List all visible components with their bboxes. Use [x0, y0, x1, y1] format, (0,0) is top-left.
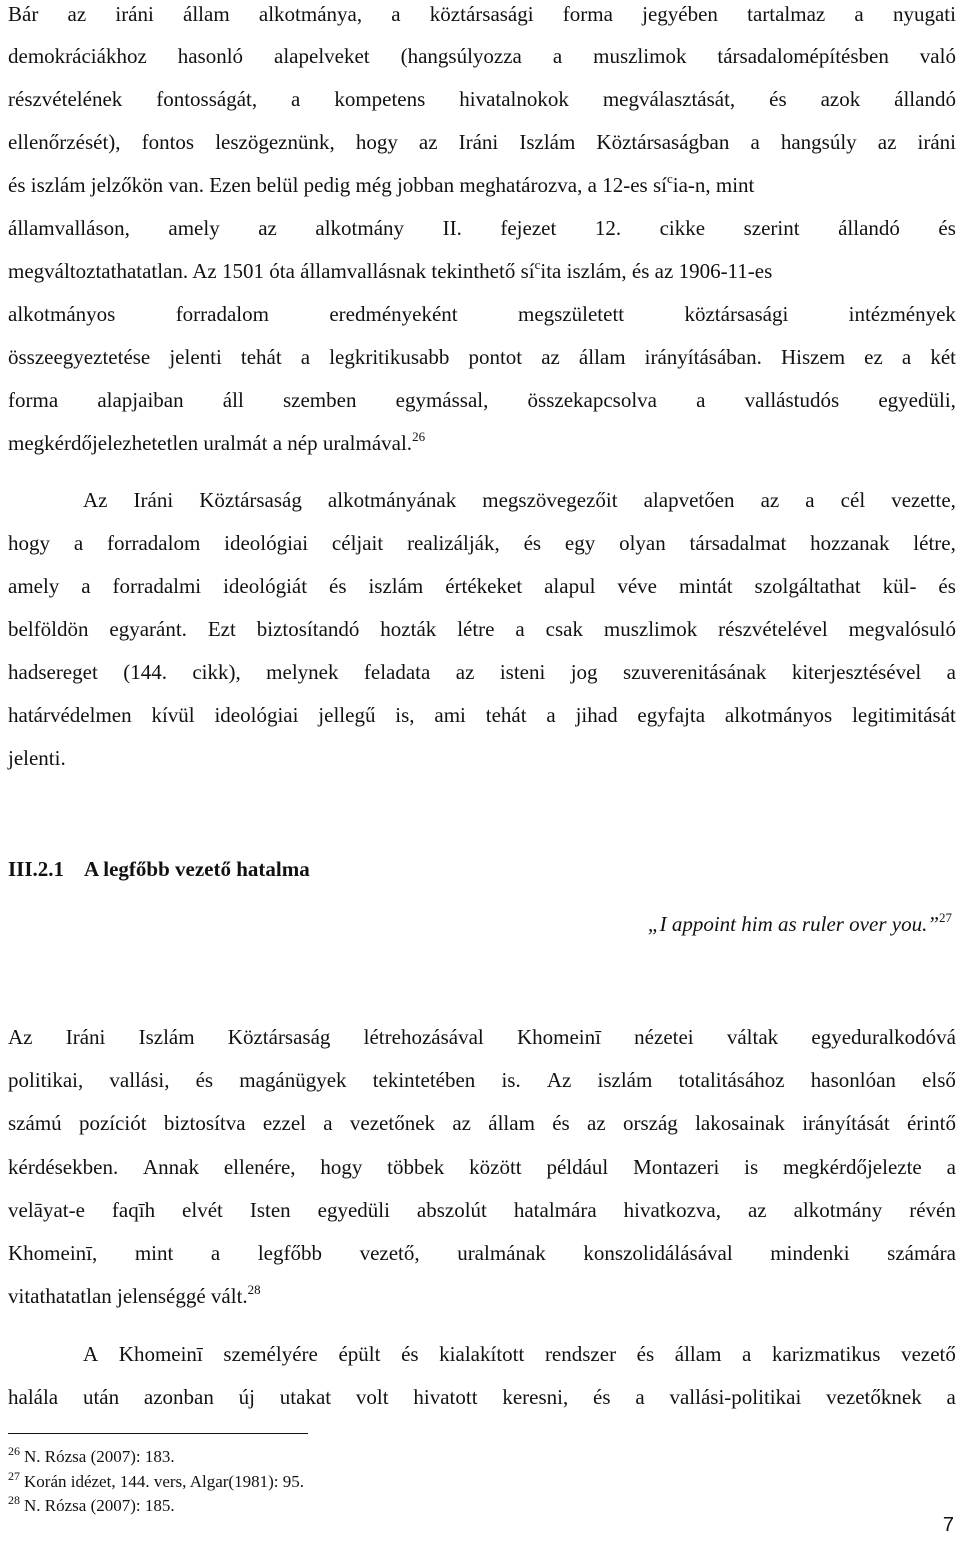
word: kompetens: [334, 87, 426, 111]
word: Bár: [8, 2, 39, 26]
word: alkotmányának: [327, 488, 457, 512]
word: és: [593, 1385, 611, 1409]
word: iszlám: [597, 1068, 653, 1092]
word: hozták: [380, 617, 437, 641]
word: jelenti: [169, 345, 222, 369]
word: vezette,: [891, 488, 956, 512]
word: alapelveket: [274, 44, 370, 68]
section-heading: [8, 857, 310, 882]
footnote-text: N. Rózsa (2007): 185.: [24, 1496, 175, 1515]
word: hasonló: [177, 44, 244, 68]
word: hogy: [355, 130, 398, 154]
text-segment: vitathatatlan jelenséggé vált.: [8, 1284, 248, 1308]
word: egyaránt.: [109, 617, 187, 641]
word: olyan: [619, 531, 666, 555]
word: Isten: [249, 1198, 291, 1222]
word: pontot: [468, 345, 523, 369]
word: az: [418, 130, 438, 154]
word: belföldön: [8, 617, 89, 641]
word: például: [546, 1155, 609, 1179]
word: a: [210, 1241, 221, 1265]
word: cikke: [659, 216, 706, 240]
word: leszögeznünk,: [215, 130, 335, 154]
footnote-26: [8, 1444, 175, 1467]
word: áll: [222, 388, 244, 412]
word: vallási,: [109, 1068, 170, 1092]
word: és: [401, 1342, 419, 1366]
word: hozzanak: [810, 531, 890, 555]
word: forma: [562, 2, 613, 26]
word: való: [919, 44, 956, 68]
word: politikai,: [8, 1068, 84, 1092]
word: jihad: [575, 703, 618, 727]
text-line: [8, 1241, 956, 1266]
text-line: [8, 130, 956, 155]
word: a: [854, 2, 864, 26]
word: számára: [887, 1241, 956, 1265]
word: és: [769, 87, 787, 111]
word: vezetőnek: [349, 1111, 436, 1135]
word: nézetei: [634, 1025, 694, 1049]
word: kívül: [151, 703, 195, 727]
word: a: [750, 130, 760, 154]
word: azok: [820, 87, 861, 111]
text-line: [8, 703, 956, 728]
word: ami: [434, 703, 466, 727]
word: kérdésekben.: [8, 1155, 119, 1179]
word: vezető,: [359, 1241, 420, 1265]
word: A: [83, 1342, 99, 1366]
word: alapul: [544, 574, 596, 598]
word: ez: [864, 345, 883, 369]
word: új: [238, 1385, 255, 1409]
word: biztosítandó: [256, 617, 360, 641]
word: biztosítva: [163, 1111, 246, 1135]
word: fontosságát,: [156, 87, 258, 111]
word: Khomeinī: [118, 1342, 203, 1366]
word: után: [82, 1385, 120, 1409]
word: fontos: [141, 130, 195, 154]
word: részvételével: [718, 617, 828, 641]
text-line: [8, 574, 956, 599]
word: állam: [578, 345, 626, 369]
word: alapvetően: [643, 488, 735, 512]
word: megszövegezőit: [482, 488, 618, 512]
word: hadsereget: [8, 660, 98, 684]
word: uralmának: [457, 1241, 546, 1265]
text-segment: ita iszlám, és az 1906-11-es: [540, 259, 773, 283]
word: megvalósuló: [848, 617, 956, 641]
word: II.: [442, 216, 462, 240]
word: értékeket: [445, 574, 523, 598]
word: lakosainak: [695, 1111, 785, 1135]
word: isteni: [499, 660, 546, 684]
word: ellenőrzését),: [8, 130, 121, 154]
word: és: [938, 574, 956, 598]
word: Hiszem: [780, 345, 846, 369]
word: Iszlám: [519, 130, 576, 154]
word: váltak: [726, 1025, 779, 1049]
word: totalitásához: [678, 1068, 785, 1092]
text-segment: megváltoztathatatlan. Az 1501 óta államvallásnak tekinthető sí: [8, 259, 535, 283]
section-number: III.2.1: [8, 857, 65, 881]
footnote-number: 27: [8, 1469, 20, 1483]
word: Köztársaság: [199, 488, 302, 512]
word: Khomeinī,: [8, 1241, 98, 1265]
word: is.: [501, 1068, 521, 1092]
word: tartalmaz: [747, 2, 826, 26]
text-line: [8, 1068, 956, 1093]
word: hatalmára: [513, 1198, 597, 1222]
word: szolgáltathat: [754, 574, 861, 598]
word: egyeduralkodóvá: [811, 1025, 956, 1049]
footnote-ref-28[interactable]: 28: [247, 1282, 261, 1297]
word: mint: [134, 1241, 174, 1265]
word: eredményeként: [329, 302, 458, 326]
word: faqīh: [111, 1198, 156, 1222]
word: és: [329, 574, 347, 598]
word: ellenére,: [223, 1155, 296, 1179]
word: volt: [355, 1385, 389, 1409]
word: a: [946, 660, 956, 684]
word: az: [258, 216, 277, 240]
word: és: [938, 216, 956, 240]
word: véve: [617, 574, 657, 598]
word: keresni,: [502, 1385, 569, 1409]
word: amely: [168, 216, 220, 240]
word: feladata: [363, 660, 431, 684]
word: konszolidálásával: [583, 1241, 733, 1265]
section-title: A legfőbb vezető hatalma: [84, 857, 310, 881]
word: Iráni: [133, 488, 174, 512]
word: az: [455, 660, 475, 684]
word: megszületett: [517, 302, 625, 326]
word: Montazeri: [633, 1155, 720, 1179]
text-segment: és iszlám jelzőkön van. Ezen belül pedig még jobban meghatározva, a 12-es sí: [8, 173, 667, 197]
word: az: [587, 1111, 606, 1135]
word: hivatalnokok: [459, 87, 569, 111]
word: Iráni: [458, 130, 499, 154]
word: Az: [83, 488, 108, 512]
word: a: [901, 345, 912, 369]
word: nyugati: [892, 2, 956, 26]
word: a: [635, 1385, 645, 1409]
word: az: [747, 1198, 767, 1222]
text-line: [8, 302, 956, 327]
word: muszlimok: [603, 617, 698, 641]
text-line: [8, 87, 956, 112]
word: ideológiai: [224, 531, 309, 555]
word: a: [300, 345, 311, 369]
text-segment: ia-n, mint: [672, 173, 755, 197]
word: forradalmi: [112, 574, 202, 598]
text-line: [8, 2, 956, 27]
word: iráni: [115, 2, 154, 26]
word: a: [515, 617, 525, 641]
word: és: [195, 1068, 214, 1092]
word: szemben: [282, 388, 357, 412]
word: Az: [8, 1025, 33, 1049]
text-line: [8, 173, 956, 198]
footnote-text: N. Rózsa (2007): 183.: [24, 1447, 175, 1466]
word: cikk),: [192, 660, 241, 684]
word: (hangsúlyozza: [400, 44, 522, 68]
word: számú: [8, 1111, 62, 1135]
word: Ezt: [207, 617, 236, 641]
word: mindenki: [770, 1241, 850, 1265]
word: és: [552, 1111, 570, 1135]
word: a: [73, 531, 84, 555]
word: első: [922, 1068, 956, 1092]
word: az: [760, 488, 780, 512]
word: megválasztását,: [602, 87, 736, 111]
word: hangsúly: [780, 130, 857, 154]
word: iráni: [917, 130, 956, 154]
text-line: [8, 431, 956, 456]
word: jellegű: [318, 703, 376, 727]
word: egy: [564, 531, 596, 555]
word: fejezet: [500, 216, 557, 240]
word: tehát: [240, 345, 282, 369]
word: realizálják,: [407, 531, 500, 555]
word: legkritikusabb: [329, 345, 450, 369]
word: kiterjesztésével: [791, 660, 922, 684]
superscript-c: c: [666, 171, 673, 186]
word: társadalomépítésben: [717, 44, 889, 68]
word: hivatott: [413, 1385, 478, 1409]
footnote-28: [8, 1493, 175, 1516]
word: megkérdőjelezte: [783, 1155, 922, 1179]
text-line: [8, 1385, 956, 1410]
word: cél: [840, 488, 866, 512]
word: a: [391, 2, 401, 26]
word: mintát: [678, 574, 733, 598]
word: azonban: [143, 1385, 214, 1409]
word: az: [452, 1111, 471, 1135]
text-line: [8, 1284, 956, 1309]
word: a: [291, 87, 301, 111]
word: Khomeinī: [516, 1025, 601, 1049]
word: vallástudós: [744, 388, 840, 412]
word: (144.: [123, 660, 167, 684]
word: egyfajta: [637, 703, 706, 727]
text-line: [8, 531, 956, 556]
word: az: [541, 345, 560, 369]
word: legfőbb: [257, 1241, 322, 1265]
word: 12.: [594, 216, 622, 240]
word: az: [67, 2, 87, 26]
word: hogy: [320, 1155, 363, 1179]
word: egymással,: [395, 388, 489, 412]
footnote-number: 28: [8, 1493, 20, 1507]
epigraph-quote: [648, 912, 952, 937]
word: létre,: [913, 531, 956, 555]
word: céljait: [331, 531, 384, 555]
word: magánügyek: [239, 1068, 347, 1092]
word: államvalláson,: [8, 216, 130, 240]
word: köztársasági: [429, 2, 534, 26]
word: legitimitását: [852, 703, 956, 727]
word: alkotmánya,: [258, 2, 363, 26]
word: társadalmat: [689, 531, 787, 555]
text-line: [8, 660, 956, 685]
word: jegyében: [642, 2, 718, 26]
word: tehát: [485, 703, 527, 727]
text-line: [83, 1342, 956, 1367]
word: abszolút: [416, 1198, 487, 1222]
word: összekapcsolva: [527, 388, 657, 412]
word: is,: [395, 703, 415, 727]
text-line: jelenti.: [8, 746, 66, 770]
text-line: [8, 345, 956, 370]
word: alkotmány: [793, 1198, 883, 1222]
word: Iszlám: [138, 1025, 195, 1049]
word: ideológiát: [223, 574, 308, 598]
word: hasonlóan: [810, 1068, 896, 1092]
word: részvételének: [8, 87, 123, 111]
word: utakat: [279, 1385, 332, 1409]
word: Annak: [143, 1155, 200, 1179]
text-line: [8, 1198, 956, 1223]
word: ország: [622, 1111, 678, 1135]
word: vezető: [901, 1342, 956, 1366]
word: melynek: [266, 660, 339, 684]
word: a: [552, 44, 563, 68]
word: forradalom: [106, 531, 201, 555]
text-line: [8, 44, 956, 69]
word: két: [930, 345, 956, 369]
word: révén: [909, 1198, 956, 1222]
word: Az: [546, 1068, 572, 1092]
word: hivatkozva,: [623, 1198, 721, 1222]
superscript-c: c: [534, 257, 541, 272]
word: hogy: [8, 531, 50, 555]
word: létrehozásával: [363, 1025, 484, 1049]
text-line: [8, 216, 956, 241]
word: érintő: [906, 1111, 956, 1135]
word: alkotmány: [315, 216, 405, 240]
word: irányítását: [802, 1111, 890, 1135]
word: karizmatikus: [771, 1342, 881, 1366]
word: amely: [8, 574, 60, 598]
word: és: [636, 1342, 655, 1366]
footnote-27: [8, 1469, 304, 1492]
word: vezetőknek: [826, 1385, 922, 1409]
word: között: [469, 1155, 522, 1179]
footnote-ref-27[interactable]: 27: [939, 910, 952, 925]
page-number: 7: [942, 1514, 954, 1536]
word: a: [546, 703, 556, 727]
word: velāyat-e: [8, 1198, 85, 1222]
word: a: [946, 1385, 956, 1409]
word: személyére: [223, 1342, 318, 1366]
word: létre: [457, 617, 495, 641]
text-line: [83, 488, 956, 513]
footnote-number: 26: [8, 1444, 20, 1458]
word: iszlám: [368, 574, 424, 598]
word: intézmények: [848, 302, 956, 326]
word: jog: [570, 660, 598, 684]
word: halála: [8, 1385, 59, 1409]
text-line: [8, 617, 956, 642]
word: alkotmányos: [724, 703, 833, 727]
word: ezzel: [262, 1111, 306, 1135]
word: állam: [488, 1111, 535, 1135]
word: egyedüli: [317, 1198, 390, 1222]
word: is: [744, 1155, 759, 1179]
word: a: [946, 1155, 956, 1179]
text-line: [8, 1111, 956, 1136]
word: a: [81, 574, 91, 598]
word: alapjaiban: [97, 388, 184, 412]
word: köztársasági: [684, 302, 789, 326]
word: Iráni: [65, 1025, 106, 1049]
word: határvédelmen: [8, 703, 132, 727]
word: az: [877, 130, 897, 154]
word: a: [323, 1111, 333, 1135]
word: a: [696, 388, 706, 412]
word: állandó: [894, 87, 956, 111]
footnote-text: Korán idézet, 144. vers, Algar(1981): 95.: [24, 1472, 304, 1491]
word: elvét: [182, 1198, 223, 1222]
word: épült: [338, 1342, 381, 1366]
word: szerint: [743, 216, 800, 240]
word: állam: [674, 1342, 722, 1366]
text-line: [8, 388, 956, 413]
word: muszlimok: [593, 44, 687, 68]
word: ideológiai: [214, 703, 299, 727]
word: és: [523, 531, 542, 555]
text-segment: megkérdőjelezhetetlen uralmát a nép uralmával.: [8, 431, 413, 455]
word: vallási-politikai: [669, 1385, 802, 1409]
word: állam: [183, 2, 230, 26]
word: csak: [545, 617, 583, 641]
word: kialakított: [439, 1342, 525, 1366]
text-line: [8, 259, 956, 284]
word: irányításában.: [644, 345, 762, 369]
quote-text: „I appoint him as ruler over you.”: [647, 912, 939, 936]
word: Köztársaság: [227, 1025, 331, 1049]
word: tekintetében: [372, 1068, 476, 1092]
text-line: [8, 1025, 956, 1050]
word: rendszer: [544, 1342, 617, 1366]
word: kül-: [882, 574, 917, 598]
footnote-ref-26[interactable]: 26: [412, 429, 426, 444]
text-line: [8, 1155, 956, 1180]
word: pozíciót: [78, 1111, 147, 1135]
word: forradalom: [175, 302, 269, 326]
word: szuverenitásának: [622, 660, 767, 684]
word: demokráciákhoz: [8, 44, 147, 68]
word: egyedüli,: [878, 388, 956, 412]
footnote-separator: [8, 1433, 308, 1434]
word: állandó: [838, 216, 900, 240]
word: Köztársaságban: [596, 130, 730, 154]
word: a: [805, 488, 815, 512]
word: a: [742, 1342, 752, 1366]
word: többek: [387, 1155, 445, 1179]
word: összeegyeztetése: [8, 345, 151, 369]
word: forma: [8, 388, 59, 412]
word: alkotmányos: [8, 302, 116, 326]
